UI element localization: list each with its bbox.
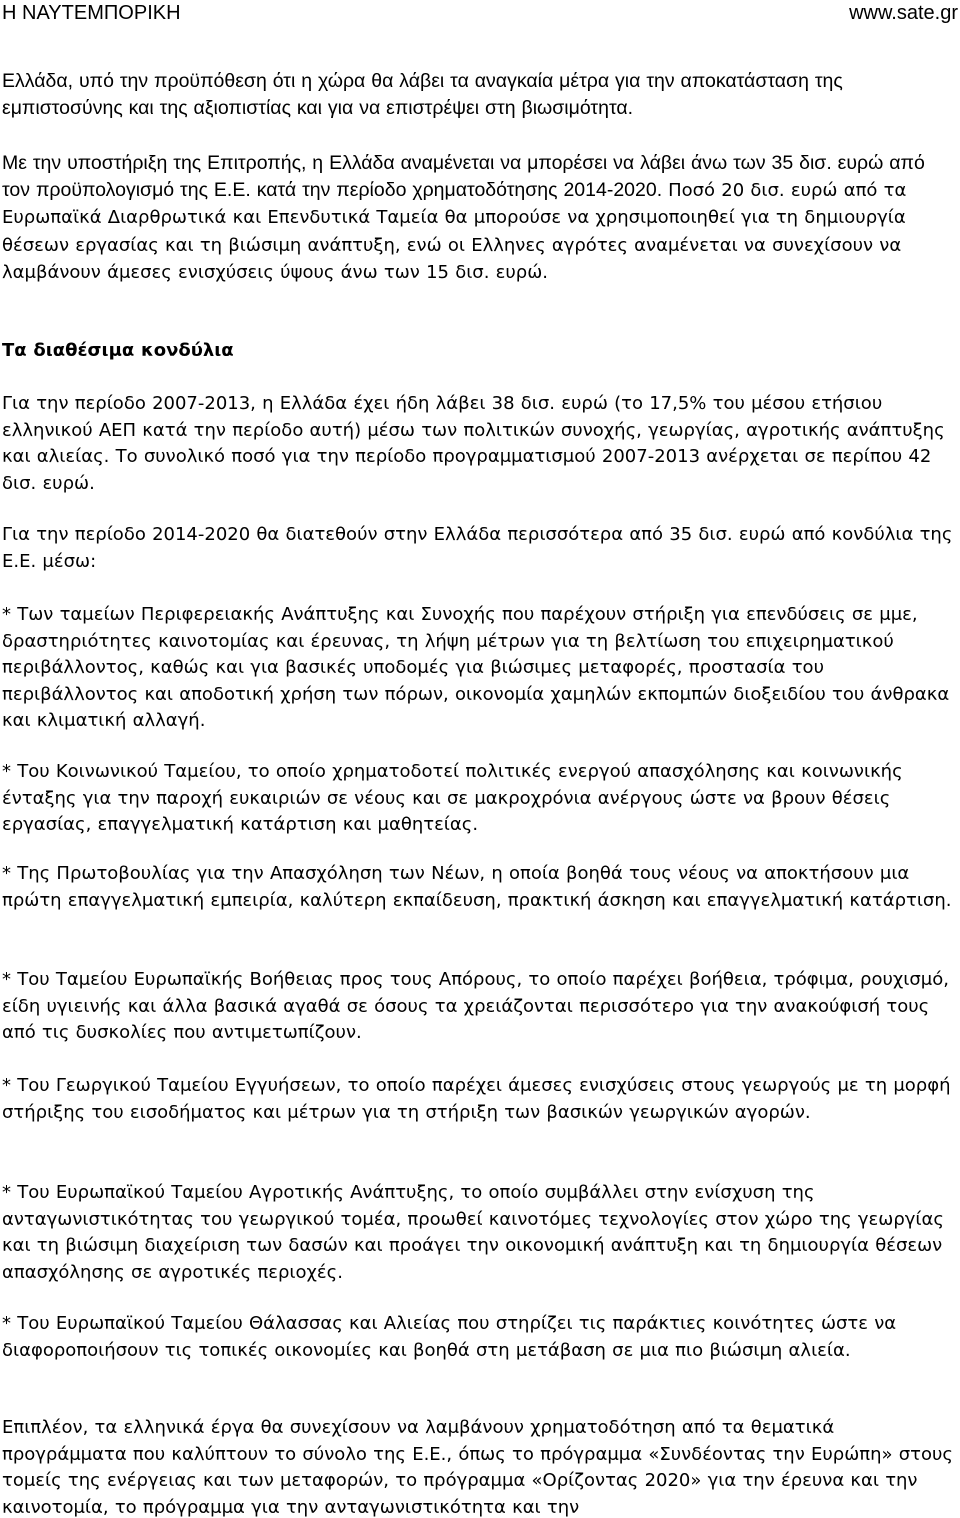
list-item-regional-cohesion: * Των ταμείων Περιφερειακής Ανάπτυξης και Συνοχής που παρέχουν στήριξη για επενδύσεις σε μμε, δραστηριότητες καινοτομίας και έρευνας, τη λήψη μέτρων για τη βελτίωση του επιχειρηματικού περιβάλλοντος, καθώς και για βασικές υποδομές για βιώσιμες μεταφορές, προστασία του περιβάλλοντος και αποδοτική χρήση των πόρων, οικονομία χαμηλών εκπομπών διοξειδίου του άνθρακα και κλιματική αλλαγή. bbox=[2, 604, 950, 731]
paragraph-thematic-programmes: Επιπλέον, τα ελληνικά έργα θα συνεχίσουν να λαμβάνουν χρηματοδότηση από τα θεματικά προγράμματα που καλύπτουν το σύνολο της Ε.Ε., όπως το πρόγραμμα «Συνδέοντας την Ευρώπη» στους τομείς της ενέργειας και των μεταφορών, το πρόγραμμα «Ορίζοντας 2020» για την έρευνα και την καινοτομία, το πρόγραμμα για την ανταγωνιστικότητα και την bbox=[2, 1417, 953, 1518]
list-item-social-fund: * Του Κοινωνικού Ταμείου, το οποίο χρηματοδοτεί πολιτικές ενεργού απασχόλησης και κοινωνικής ένταξης για την παροχή ευκαιριών σε νέους και σε μακροχρόνια ανέργους ώστε να βρουν θέσεις εργασίας, επαγγελματική κατάρτιση και μαθητείας. bbox=[2, 761, 903, 835]
paragraph-funding-sans: Με την υποστήριξη της Επιτροπής, η Ελλάδα αναμένεται να μπορέσει να λάβει άνω των 35 δισ. ευρώ από τον προϋπολογισμό της Ε.Ε. κατά την περίοδο χρηματοδότησης 2014-2020. bbox=[2, 152, 925, 201]
publication-name: Η ΝΑΥΤΕΜΠΟΡΙΚΗ bbox=[2, 2, 181, 24]
page-header bbox=[0, 2, 960, 30]
list-item-rural-development: * Του Ευρωπαϊκού Ταμείου Αγροτικής Ανάπτυξης, το οποίο συμβάλλει στην ενίσχυση της ανταγωνιστικότητας του γεωργικού τομέα, προωθεί καινοτόμες τεχνολογίες στον χώρο της γεωργίας και τη βιώσιμη διαχείριση των δασών και προάγει την οικονομική ανάπτυξη και τη δημιουργία θέσεων απασχόλησης σε αγροτικές περιοχές. bbox=[2, 1182, 944, 1283]
paragraph-funding-amounts: Ποσό 20 δισ. ευρώ από τα Ευρωπαϊκά Διαρθρωτικά και Επενδυτικά Ταμεία θα μπορούσε να χρησιμοποιηθεί για τη δημιουργία θέσεων εργασίας και τη βιώσιμη ανάπτυξη, ενώ οι Ελληνες αγρότες αναμένεται να συνεχίσουν να λαμβάνουν άμεσες ενισχύσεις ύψους άνω των 15 δισ. ευρώ. bbox=[2, 179, 907, 283]
list-item-youth-employment: * Της Πρωτοβουλίας για την Απασχόληση των Νέων, η οποία βοηθά τους νέους να αποκτήσουν μια πρώτη επαγγελματική εμπειρία, καλύτερη εκπαίδευση, πρακτική άσκηση και επαγγελματική κατάρτιση. bbox=[2, 863, 952, 911]
list-item-maritime-fisheries: * Του Ευρωπαϊκού Ταμείου Θάλασσας και Αλιείας που στηρίζει τις παράκτιες κοινότητες ώστε να διαφοροποιήσουν τις τοπικές οικονομίες και βοηθά στη μετάβαση σε μια πιο βιώσιμη αλιεία. bbox=[2, 1313, 897, 1361]
list-item-deprived-aid: * Του Ταμείου Ευρωπαϊκής Βοήθειας προς τους Απόρους, το οποίο παρέχει βοήθεια, τρόφιμα, ρουχισμό, είδη υγιεινής και άλλα βασικά αγαθά σε όσους τα χρειάζονται περισσότερο για την ανακούφισή τους από τις δυσκολίες που αντιμετωπίζουν. bbox=[2, 969, 949, 1043]
paragraph-intro: Ελλάδα, υπό την προϋπόθεση ότι η χώρα θα λάβει τα αναγκαία μέτρα για την αποκατάσταση της εμπιστοσύνης και της αξιοπιστίας και για να επιστρέψει στη βιωσιμότητα. bbox=[2, 70, 843, 119]
paragraph-2007-2013: Για την περίοδο 2007-2013, η Ελλάδα έχει ήδη λάβει 38 δισ. ευρώ (το 17,5% του μέσου ετήσιου ελληνικού ΑΕΠ κατά την περίοδο αυτή) μέσω των πολιτικών συνοχής, γεωργίας, αγροτικής ανάπτυξης και αλιείας. Το συνολικό ποσό για την περίοδο προγραμματισμού 2007-2013 ανέρχεται σε περίπου 42 δισ. ευρώ. bbox=[2, 393, 945, 494]
website-url[interactable]: www.sate.gr bbox=[849, 2, 958, 24]
list-item-agricultural-guarantee: * Του Γεωργικού Ταμείου Εγγυήσεων, το οποίο παρέχει άμεσες ενισχύσεις στους γεωργούς με τη μορφή στήριξης του εισοδήματος και μέτρων για τη στήριξη των βασικών γεωργικών αγορών. bbox=[2, 1075, 951, 1123]
section-heading: Τα διαθέσιμα κονδύλια bbox=[2, 340, 234, 361]
paragraph-2014-2020: Για την περίοδο 2014-2020 θα διατεθούν στην Ελλάδα περισσότερα από 35 δισ. ευρώ από κονδύλια της Ε.Ε. μέσω: bbox=[2, 524, 953, 572]
paragraph-funding bbox=[2, 150, 958, 287]
